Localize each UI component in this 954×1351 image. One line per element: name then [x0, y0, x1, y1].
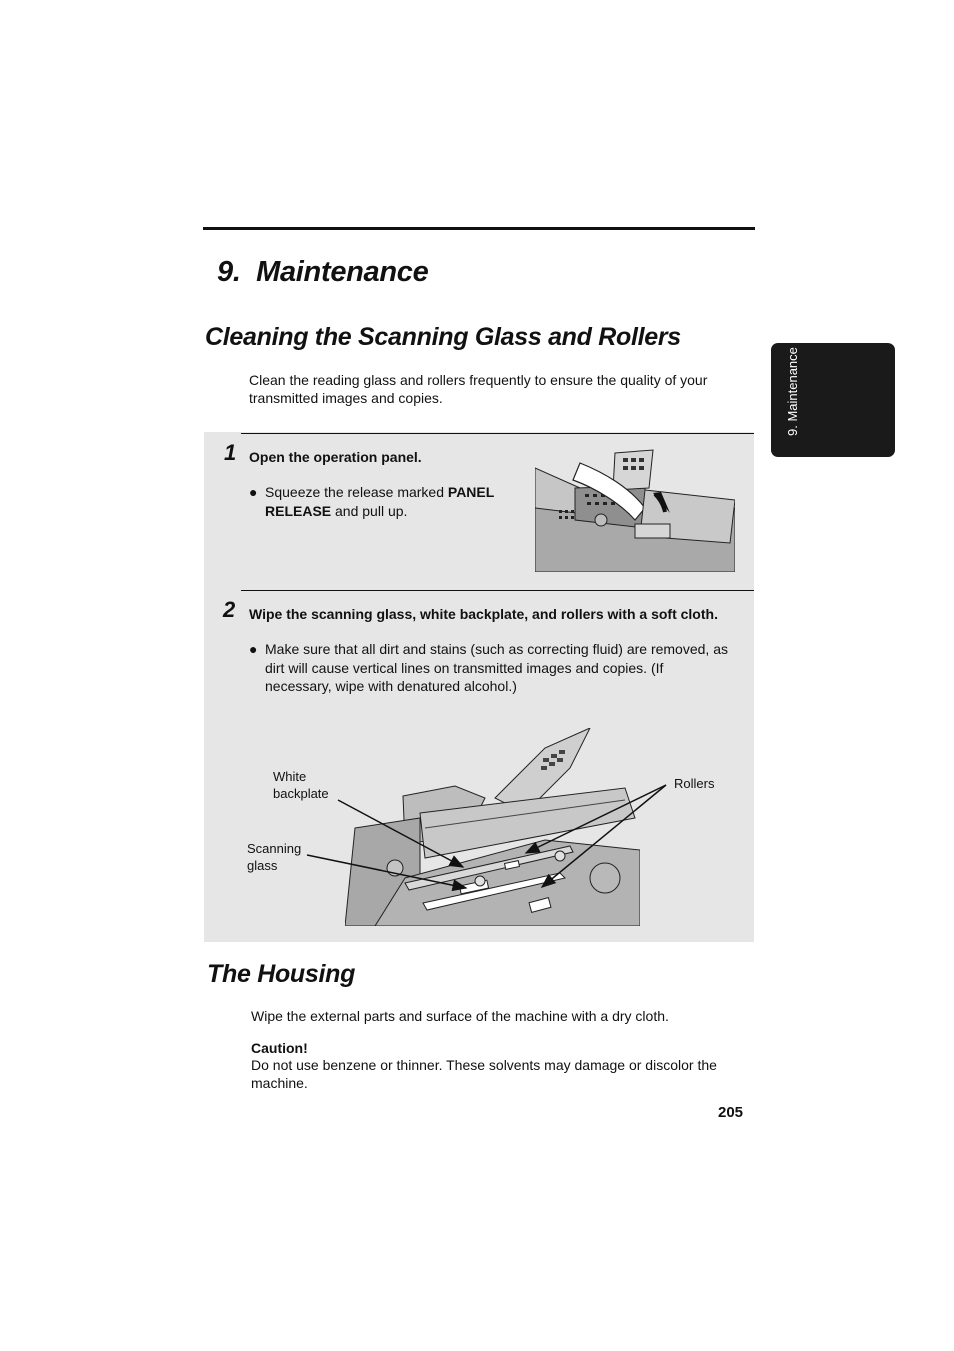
side-tab	[771, 343, 895, 457]
caution-line-1: Do not use benzene or thinner. These solvents may damage or discolor the	[251, 1057, 717, 1073]
caution-line-2: machine.	[251, 1075, 308, 1091]
step2-rule	[241, 590, 754, 591]
step2-title: Wipe the scanning glass, white backplate, and rollers with a soft cloth.	[249, 606, 718, 622]
step1-bullet-text-b: and pull up.	[331, 502, 408, 519]
label-scan-line-1: Scanning	[247, 841, 302, 856]
step1-bullet-text-a: Squeeze the release marked	[265, 484, 448, 500]
chapter-title: 9. Maintenance	[217, 256, 429, 288]
step2-number: 2	[223, 597, 236, 622]
label-white-line-1: White	[273, 769, 307, 784]
side-tab-label: 9. Maintenance	[785, 347, 800, 436]
intro-line-1: Clean the reading glass and rollers frequently to ensure the quality of your	[249, 372, 708, 388]
operation-panel-illustration	[535, 448, 735, 572]
label-white-line-2: backplate	[273, 786, 329, 801]
page-number: 205	[718, 1104, 744, 1121]
step2-bullet-line-1: Make sure that all dirt and stains (such as correcting fluid) are removed, as	[265, 641, 728, 657]
step1-bullet-panel: PANEL	[447, 484, 495, 500]
bullet-dot: ●	[249, 484, 258, 500]
step1-number: 1	[224, 440, 237, 465]
label-scanning-glass	[247, 840, 301, 874]
chapter-rule	[203, 227, 755, 230]
step1-rule	[241, 433, 754, 434]
section-heading-housing: The Housing	[207, 960, 356, 988]
scanning-glass-arrow	[307, 855, 466, 888]
label-white-backplate	[273, 768, 329, 802]
white-backplate-arrow	[338, 800, 463, 867]
step2-bullet-line-3: necessary, wipe with denatured alcohol.)	[265, 678, 517, 694]
bullet-dot: ●	[249, 641, 258, 657]
label-rollers: Rollers	[674, 776, 715, 791]
label-scan-line-2: glass	[247, 858, 278, 873]
intro-line-2: transmitted images and copies.	[249, 390, 443, 406]
caution-title: Caution!	[251, 1040, 308, 1056]
step1-bullet-release: RELEASE	[265, 502, 332, 519]
step2-bullet	[249, 640, 744, 698]
step1-bullet	[249, 483, 519, 523]
housing-text: Wipe the external parts and surface of the machine with a dry cloth.	[251, 1008, 669, 1024]
section-heading-cleaning: Cleaning the Scanning Glass and Rollers	[205, 323, 681, 351]
step2-bullet-line-2: dirt will cause vertical lines on transmitted images and copies. (If	[265, 659, 664, 676]
step1-title: Open the operation panel.	[249, 449, 422, 465]
